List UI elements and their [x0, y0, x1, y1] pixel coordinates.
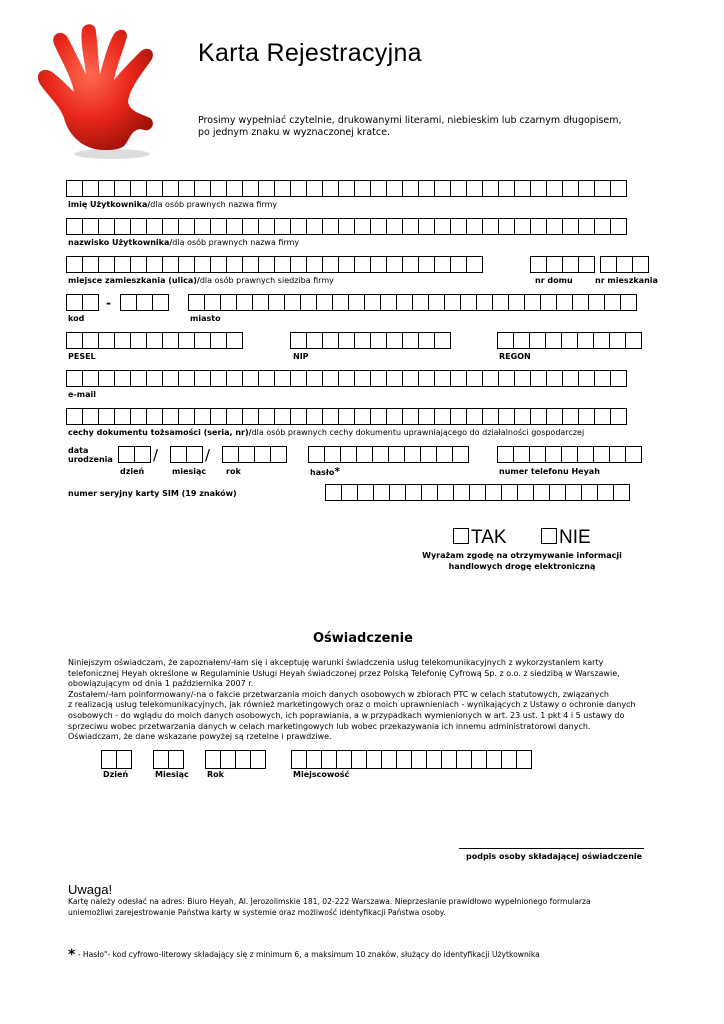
statement-text: Niniejszym oświadczam, że zapoznałem/-łam się i akceptuję warunki świadczenia usług telekomunikacyjnych z wykorzystaniem karty telefonicznej Heyah określone w Regulaminie Usługi Heyah świadczonej przez Polską Telefonię Cyfrową Sp. z o.o. z siedzibą w Warszawie, obowiązującym od dnia 1 października 2007 r. Zostałem/-łam poinformowany/-na o fakcie przetwarzania moich danych osobowych w zbiorach PTC w celach statutowych, związanych z realizacją usług telekomunikacyjnych, jak również marketingowych oraz o moich uprawnieniach - wynikających z Ustawy o ochronie danych osobowych - do wglądu do moich danych osobowych, ich poprawiania, a w przypadkach wymienionych w art. 23 ust. 1 pkt 4 i 5 ustawy do sprzeciwu wobec przetwarzania danych w celach marketingowych lub wobec przekazywania ich innemu administratorowi danych. Oświadczam, że dane wskazane powyżej są rzetelne i prawdziwe.	[68, 658, 636, 742]
id-document-boxes[interactable]	[66, 408, 626, 425]
postcode-dash: -	[106, 296, 111, 310]
statement-place-label: Miejscowość	[293, 770, 350, 779]
nip-boxes[interactable]	[290, 332, 450, 349]
email-boxes[interactable]	[66, 370, 626, 387]
footnote: * - Hasło"- kod cyfrowo-literowy składający się z minimum 6, a maksimum 10 znaków, służący do identyfikacji Użytkownika	[68, 947, 540, 963]
birth-day-boxes[interactable]	[118, 446, 150, 463]
birth-year-boxes[interactable]	[222, 446, 286, 463]
street-boxes[interactable]	[66, 256, 482, 273]
first-name-label: imię Użytkownika/dla osób prawnych nazwa firmy	[68, 200, 278, 209]
statement-heading: Oświadczenie	[313, 631, 413, 646]
statement-day-label: Dzień	[103, 770, 129, 779]
notice-heading: Uwaga!	[68, 882, 113, 897]
phone-boxes[interactable]	[497, 446, 641, 463]
last-name-boxes[interactable]	[66, 218, 626, 235]
page-title: Karta Rejestracyjna	[198, 39, 422, 67]
consent-no-option[interactable]: NIE	[541, 527, 591, 549]
regon-label: REGON	[499, 352, 531, 361]
pesel-boxes[interactable]	[66, 332, 242, 349]
statement-month-label: Miesiąc	[155, 770, 189, 779]
city-label: miasto	[190, 314, 221, 323]
house-number-label: nr domu	[535, 276, 573, 285]
password-label: hasło*	[310, 465, 341, 478]
birth-date-label: data urodzenia	[68, 446, 113, 464]
phone-label: numer telefonu Heyah	[499, 467, 600, 476]
consent-text: Wyrażam zgodę na otrzymywanie informacji handlowych drogę elektroniczną	[422, 551, 622, 571]
pesel-label: PESEL	[68, 352, 96, 361]
id-document-label: cechy dokumentu tożsamości (seria, nr)/dla osób prawnych cechy dokumentu uprawniającego do działalności gospodarczej	[68, 428, 585, 437]
nip-label: NIP	[293, 352, 309, 361]
flat-number-label: nr mieszkania	[595, 276, 658, 285]
signature-label: podpis osoby składającej oświadczenie	[466, 852, 643, 861]
date-separator: /	[205, 446, 211, 464]
city-boxes[interactable]	[188, 294, 636, 311]
statement-day-boxes[interactable]	[101, 750, 131, 769]
notice-text: Kartę należy odesłać na adres: Biuro Heyah, Al. Jerozolimskie 181, 02-222 Warszawa. Nieprzesłanie prawidłowo wypełnionego formularza uniemożliwi zarejestrowanie Państwa karty w systemie oraz możliwość identyfikacji Państwa osoby.	[68, 897, 591, 917]
password-boxes[interactable]	[308, 446, 468, 463]
heyah-hand-logo	[34, 22, 176, 162]
signature-line[interactable]	[459, 848, 644, 849]
no-checkbox[interactable]	[541, 528, 557, 544]
month-label: miesiąc	[172, 467, 207, 476]
birth-month-boxes[interactable]	[170, 446, 202, 463]
statement-year-boxes[interactable]	[205, 750, 265, 769]
statement-month-boxes[interactable]	[153, 750, 183, 769]
yes-checkbox[interactable]	[453, 528, 469, 544]
sim-label: numer seryjny karty SIM (19 znaków)	[68, 489, 237, 498]
instructions: Prosimy wypełniać czytelnie, drukowanymi literami, niebieskim lub czarnym długopisem, po jednym znaku w wyznaczonej kratce.	[198, 115, 622, 138]
last-name-label: nazwisko Użytkownika/dla osób prawnych nazwa firmy	[68, 238, 300, 247]
flat-number-boxes[interactable]	[600, 256, 648, 273]
year-label: rok	[226, 467, 241, 476]
street-label: miejsce zamieszkania (ulica)/dla osób prawnych siedziba firmy	[68, 276, 334, 285]
statement-year-label: Rok	[207, 770, 224, 779]
postcode-label: kod	[68, 314, 85, 323]
date-separator: /	[153, 446, 159, 464]
sim-number-boxes[interactable]	[325, 484, 629, 501]
statement-place-boxes[interactable]	[291, 750, 531, 769]
postcode-boxes-1[interactable]	[66, 294, 98, 311]
postcode-boxes-2[interactable]	[120, 294, 168, 311]
regon-boxes[interactable]	[497, 332, 641, 349]
day-label: dzień	[120, 467, 145, 476]
house-number-boxes[interactable]	[530, 256, 594, 273]
email-label: e-mail	[68, 390, 96, 399]
consent-yes-option[interactable]: TAK	[453, 527, 507, 549]
first-name-boxes[interactable]	[66, 180, 626, 197]
